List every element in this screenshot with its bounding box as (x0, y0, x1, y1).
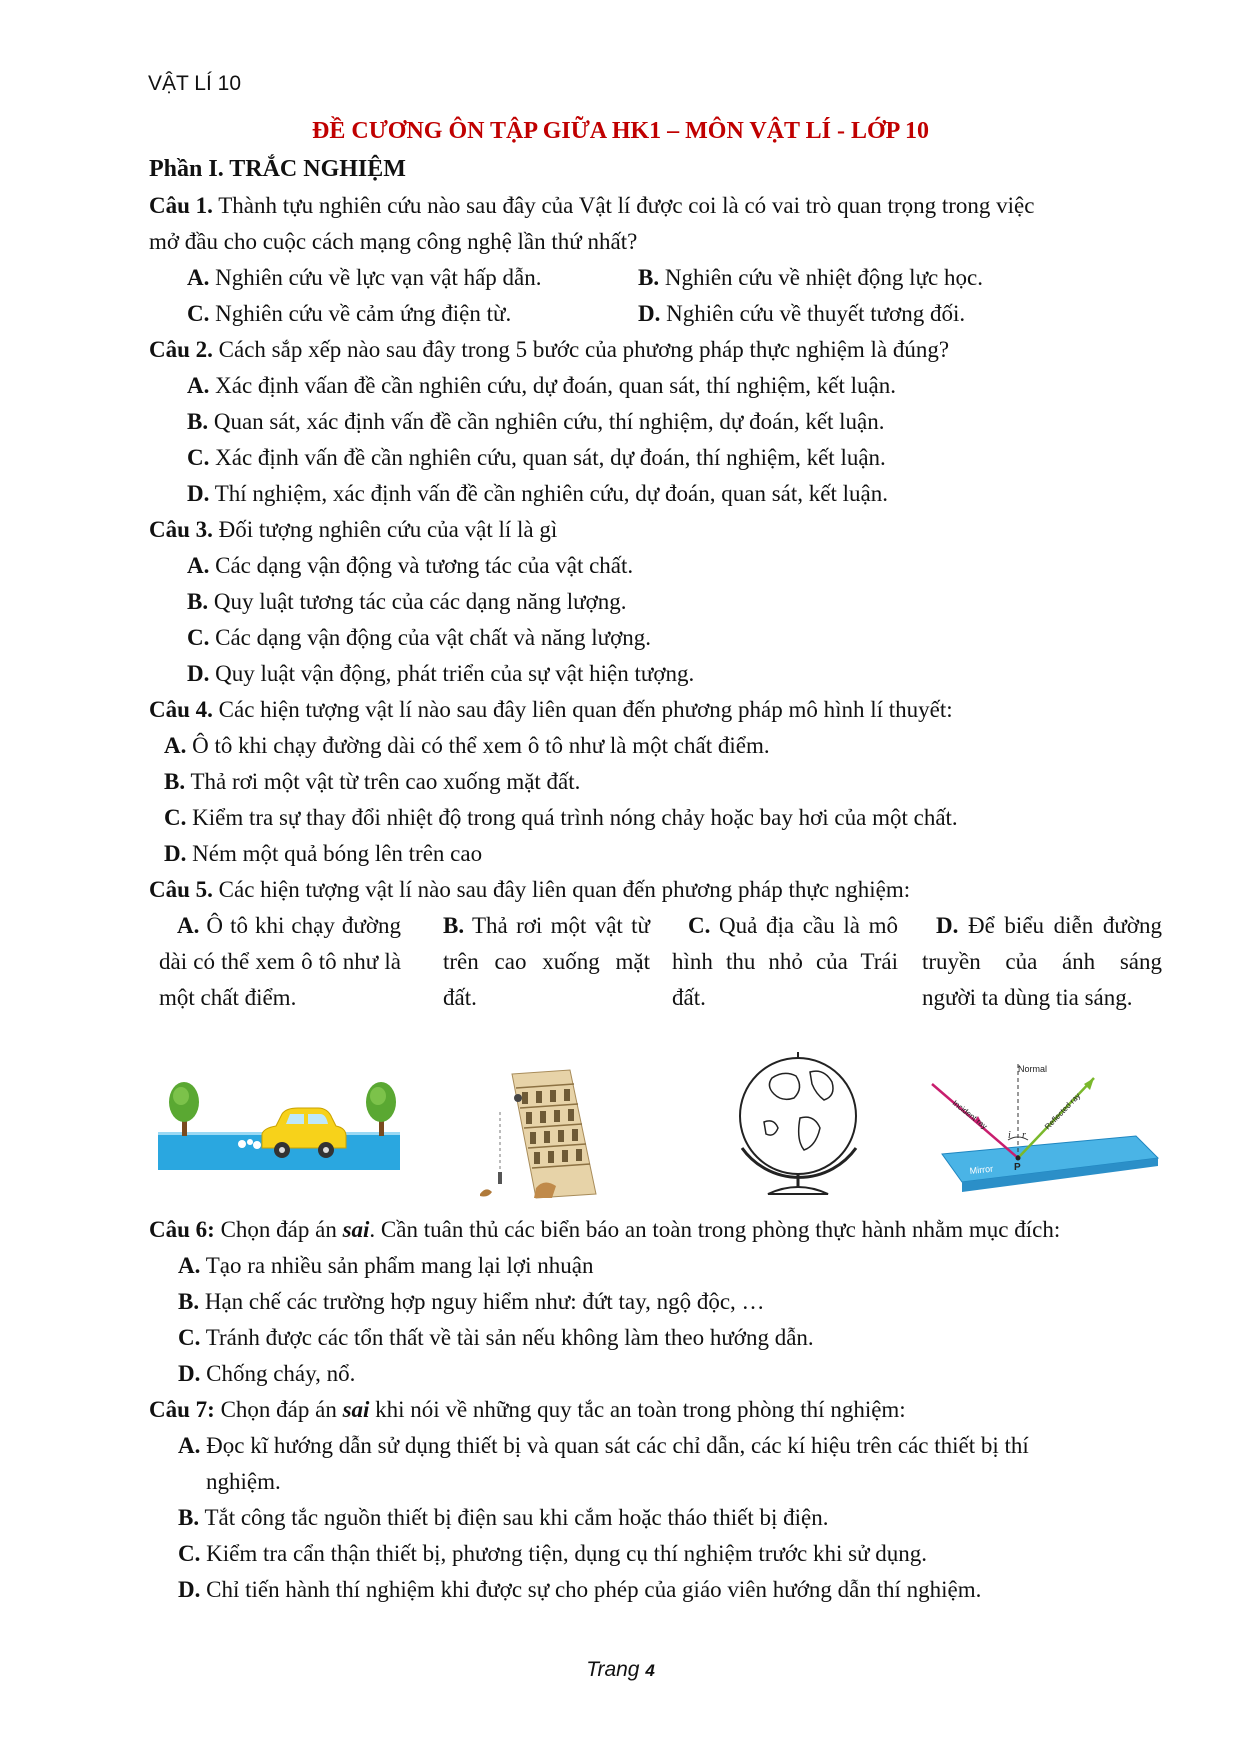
q7-option-a-continued: nghiệm. (206, 1469, 281, 1494)
question-5-stem: Câu 5. Các hiện tượng vật lí nào sau đây liên quan đến phương pháp thực nghiệm: (149, 877, 911, 902)
mirror-label: Mirror (969, 1163, 994, 1176)
q4-option-a: A. Ô tô khi chạy đường dài có thể xem ô tô như là một chất điểm. (164, 733, 770, 758)
q3-option-c: C. Các dạng vận động của vật chất và năng lượng. (187, 625, 652, 650)
angle-i-label: i (1008, 1130, 1011, 1141)
document-title: ĐỀ CƯƠNG ÔN TẬP GIỮA HK1 – MÔN VẬT LÍ - LỚP 10 (312, 118, 929, 144)
q4-option-c: C. Kiểm tra sự thay đổi nhiệt độ trong quá trình nóng chảy hoặc bay hơi của một chất. (164, 805, 958, 830)
q4-option-b: B. Thả rơi một vật từ trên cao xuống mặt đất. (164, 769, 581, 794)
reflected-ray-label: Reflected ray (1042, 1091, 1083, 1132)
page-label: Trang (586, 1658, 640, 1681)
angle-r-label: r (1022, 1130, 1026, 1141)
q7-option-b: B. Tắt công tắc nguồn thiết bị điện sau khi cắm hoặc tháo thiết bị điện. (178, 1505, 829, 1530)
car-on-road-image (158, 1082, 400, 1170)
globe-image (724, 1048, 874, 1200)
q3-option-a: A. Các dạng vận động và tương tác của vật chất. (187, 553, 634, 578)
question-6-stem: Câu 6: Chọn đáp án sai. Cần tuân thủ các biển báo an toàn trong phòng thực hành nhằm mục đích: (149, 1217, 1061, 1242)
q1-option-c: C. Nghiên cứu về cảm ứng điện từ. (187, 301, 512, 326)
question-3-stem: Câu 3. Đối tượng nghiên cứu của vật lí là gì (149, 517, 558, 542)
q6-option-a: A. Tạo ra nhiều sản phẩm mang lại lợi nhuận (178, 1253, 594, 1278)
q1-option-b: B. Nghiên cứu về nhiệt động lực học. (638, 265, 983, 290)
q5-option-c: C. Quả địa cầu là mô hình thu nhỏ của Trái đất. (672, 913, 899, 1010)
q3-option-b: B. Quy luật tương tác của các dạng năng lượng. (187, 589, 627, 614)
question-2-stem: Câu 2. Cách sắp xếp nào sau đây trong 5 bước của phương pháp thực nghiệm là đúng? (149, 337, 950, 362)
page-number: 4 (645, 1661, 655, 1680)
q4-option-d: D. Ném một quả bóng lên trên cao (164, 841, 483, 866)
q1-option-d: D. Nghiên cứu về thuyết tương đối. (638, 301, 966, 326)
incident-ray-label: Incident ray (950, 1098, 989, 1132)
q5-option-a: A. Ô tô khi chạy đường dài có thể xem ô tô như là một chất điểm. (159, 913, 402, 1010)
q6-option-c: C. Tránh được các tổn thất về tài sản nếu không làm theo hướng dẫn. (178, 1325, 814, 1350)
q2-option-c: C. Xác định vấn đề cần nghiên cứu, quan sát, dự đoán, thí nghiệm, kết luận. (187, 445, 886, 470)
q2-option-a: A. Xác định vấan đề cần nghiên cứu, dự đoán, quan sát, thí nghiệm, kết luận. (187, 373, 897, 398)
q1-option-a: A. Nghiên cứu về lực vạn vật hấp dẫn. (187, 265, 542, 290)
q7-option-c: C. Kiểm tra cẩn thận thiết bị, phương tiện, dụng cụ thí nghiệm trước khi sử dụng. (178, 1541, 928, 1566)
question-4-stem: Câu 4. Các hiện tượng vật lí nào sau đây liên quan đến phương pháp mô hình lí thuyết: (149, 697, 953, 722)
q2-option-d: D. Thí nghiệm, xác định vấn đề cần nghiên cứu, dự đoán, quan sát, kết luận. (187, 481, 888, 506)
section-heading: Phần I. TRẮC NGHIỆM (149, 156, 406, 182)
mirror-reflection-diagram (922, 1060, 1162, 1196)
q2-option-b: B. Quan sát, xác định vấn đề cần nghiên cứu, thí nghiệm, dự đoán, kết luận. (187, 409, 885, 434)
question-label: Câu 1. (149, 193, 213, 218)
q3-option-d: D. Quy luật vận động, phát triển của sự vật hiện tượng. (187, 661, 695, 686)
q5-option-b: B. Thả rơi một vật từ trên cao xuống mặt đất. (443, 913, 650, 1010)
q7-option-a: A. Đọc kĩ hướng dẫn sử dụng thiết bị và quan sát các chỉ dẫn, các kí hiệu trên các thiết bị thí (178, 1433, 1029, 1458)
point-p-label: P (1014, 1162, 1021, 1173)
q7-option-d: D. Chỉ tiến hành thí nghiệm khi được sự cho phép của giáo viên hướng dẫn thí nghiệm. (178, 1577, 982, 1602)
leaning-tower-image (478, 1068, 598, 1200)
page-header: VẬT LÍ 10 (148, 72, 242, 95)
question-1-stem-continued: mở đầu cho cuộc cách mạng công nghệ lần thứ nhất? (149, 229, 638, 254)
question-7-stem: Câu 7: Chọn đáp án sai khi nói về những quy tắc an toàn trong phòng thí nghiệm: (149, 1397, 906, 1422)
question-text: Thành tựu nghiên cứu nào sau đây của Vật lí được coi là có vai trò quan trọng trong việc (212, 193, 1035, 218)
q6-option-d: D. Chống cháy, nổ. (178, 1361, 356, 1386)
page-footer (0, 1658, 1241, 1682)
q5-option-d: D. Để biểu diễn đường truyền của ánh sáng người ta dùng tia sáng. (922, 913, 1162, 1010)
question-1-stem (149, 188, 1034, 224)
q6-option-b: B. Hạn chế các trường hợp nguy hiểm như: đứt tay, ngộ độc, … (178, 1289, 765, 1314)
normal-label: Normal (1018, 1064, 1048, 1074)
